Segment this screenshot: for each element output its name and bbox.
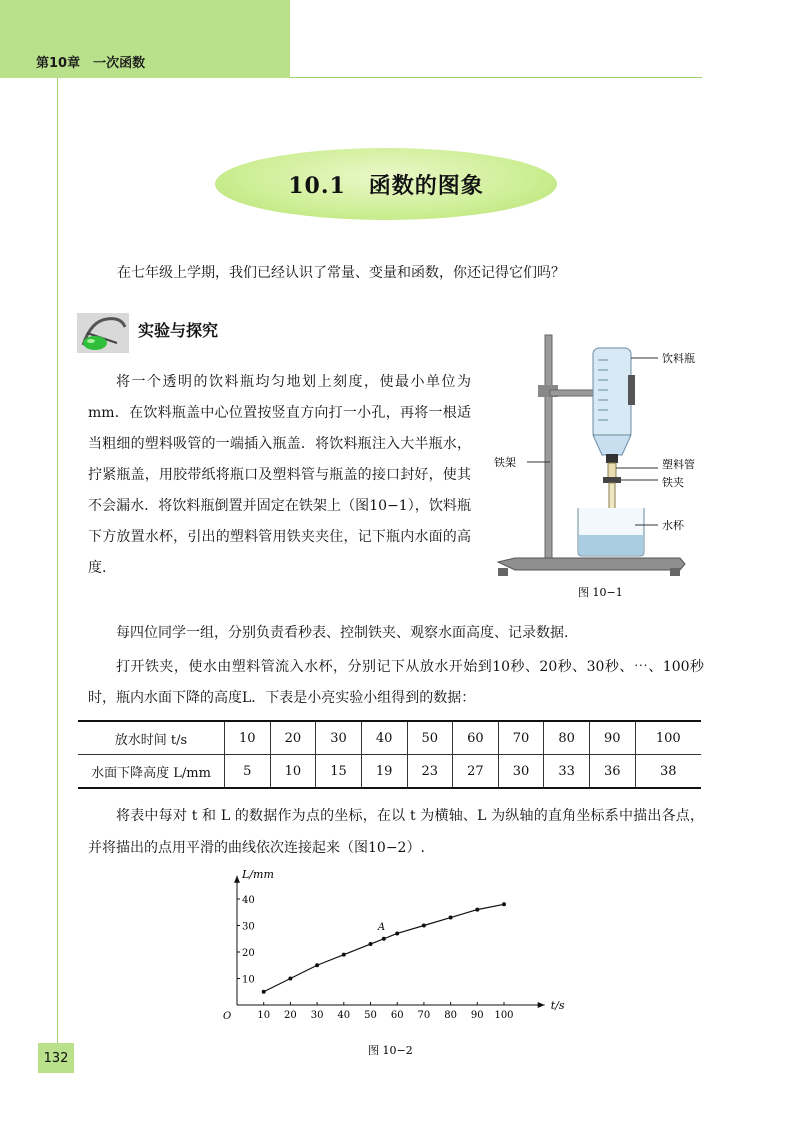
section-title: 10.1 函数的图象 xyxy=(215,148,557,220)
data-point xyxy=(262,990,266,994)
x-tick-label: 20 xyxy=(284,1010,297,1021)
y-tick-label: 10 xyxy=(242,974,255,986)
figure1-caption: 图 10−1 xyxy=(578,586,623,599)
y-axis-arrow xyxy=(234,876,240,883)
x-tick-label: 80 xyxy=(444,1010,457,1021)
line-chart xyxy=(210,870,570,1060)
label-cup: 水杯 xyxy=(662,519,684,532)
x-tick-label: 40 xyxy=(337,1010,351,1021)
figure-apparatus xyxy=(490,330,705,600)
table-row: 放水时间 t/s 10 20 30 40 50 60 70 80 90 100 xyxy=(78,721,701,755)
data-point xyxy=(288,977,292,981)
y-tick-label: 20 xyxy=(242,948,255,959)
data-point xyxy=(382,937,386,941)
label-bottle: 饮料瓶 xyxy=(662,352,695,365)
experiment-paragraph: 将一个透明的饮料瓶均匀地划上刻度，使最小单位为 mm．在饮料瓶盖中心位置按竖直方向打一小孔，再将一根适当粗细的塑料吸管的一端插入瓶盖．将饮料瓶注入大半瓶水，拧紧瓶盖，用胶带纸将瓶口及塑料管与瓶盖的接口封好，使其不会漏水．将饮料瓶倒置并固定在铁架上（图10−1），饮料瓶下方放置水杯，引出的塑料管用铁夹夹住，记下瓶内水面的高度. xyxy=(88,374,471,576)
row-header-height: 水面下降高度 L/mm xyxy=(78,755,225,789)
y-axis-label: L/mm xyxy=(242,870,274,881)
x-tick-label: 50 xyxy=(364,1010,377,1021)
intro-paragraph: 在七年级上学期，我们已经认识了常量、变量和函数，你还记得它们吗？ xyxy=(117,265,565,281)
y-tick-label: 40 xyxy=(242,895,255,906)
row-header-time: 放水时间 t/s xyxy=(78,721,225,755)
x-tick-label: 30 xyxy=(310,1010,324,1021)
origin-label: O xyxy=(223,1011,232,1022)
experiment-icon xyxy=(77,313,129,353)
experiment-heading: 实验与探究 xyxy=(138,321,219,340)
figure2-caption: 图 10−2 xyxy=(368,1044,413,1057)
data-point xyxy=(342,953,346,957)
data-point xyxy=(395,931,399,935)
header-rule xyxy=(290,77,702,78)
group-paragraph: 每四位同学一组，分别负责看秒表、控制铁夹、观察水面高度、记录数据. xyxy=(116,625,569,641)
label-tube: 塑料管 xyxy=(662,458,695,471)
label-stand: 铁架 xyxy=(494,456,516,469)
procedure-paragraph: 打开铁夹，使水由塑料管流入水杯，分别记下从放水开始到10秒、20秒、30秒、⋯、100秒时，瓶内水面下降的高度L．下表是小亮实验小组得到的数据： xyxy=(88,659,704,706)
x-axis-arrow xyxy=(538,1002,545,1008)
data-point xyxy=(475,908,479,912)
data-point xyxy=(449,916,453,920)
x-tick-label: 90 xyxy=(470,1010,484,1021)
margin-line xyxy=(57,78,58,1043)
x-tick-label: 60 xyxy=(390,1010,404,1021)
label-clamp: 铁夹 xyxy=(662,476,684,489)
data-table xyxy=(78,720,701,789)
table-row: 水面下降高度 L/mm 5 10 15 19 23 27 30 33 36 38 xyxy=(78,755,701,789)
chapter-title: 第10章 一次函数 xyxy=(36,56,146,71)
data-point xyxy=(422,924,426,928)
point-a-label: A xyxy=(377,921,386,933)
data-curve xyxy=(264,904,504,991)
x-tick-label: 100 xyxy=(494,1010,514,1021)
x-tick-label: 70 xyxy=(417,1010,431,1021)
data-point xyxy=(315,963,319,967)
y-tick-label: 30 xyxy=(242,921,255,933)
data-point xyxy=(502,902,506,906)
plotting-paragraph: 将表中每对 t 和 L 的数据作为点的坐标，在以 t 为横轴、L 为纵轴的直角坐标系中描出各点，并将描出的点用平滑的曲线依次连接起来（图10−2）. xyxy=(88,808,704,856)
x-tick-label: 10 xyxy=(257,1010,271,1021)
page-number: 132 xyxy=(38,1043,74,1073)
data-point xyxy=(369,942,373,946)
x-axis-label: t/s xyxy=(550,999,565,1012)
